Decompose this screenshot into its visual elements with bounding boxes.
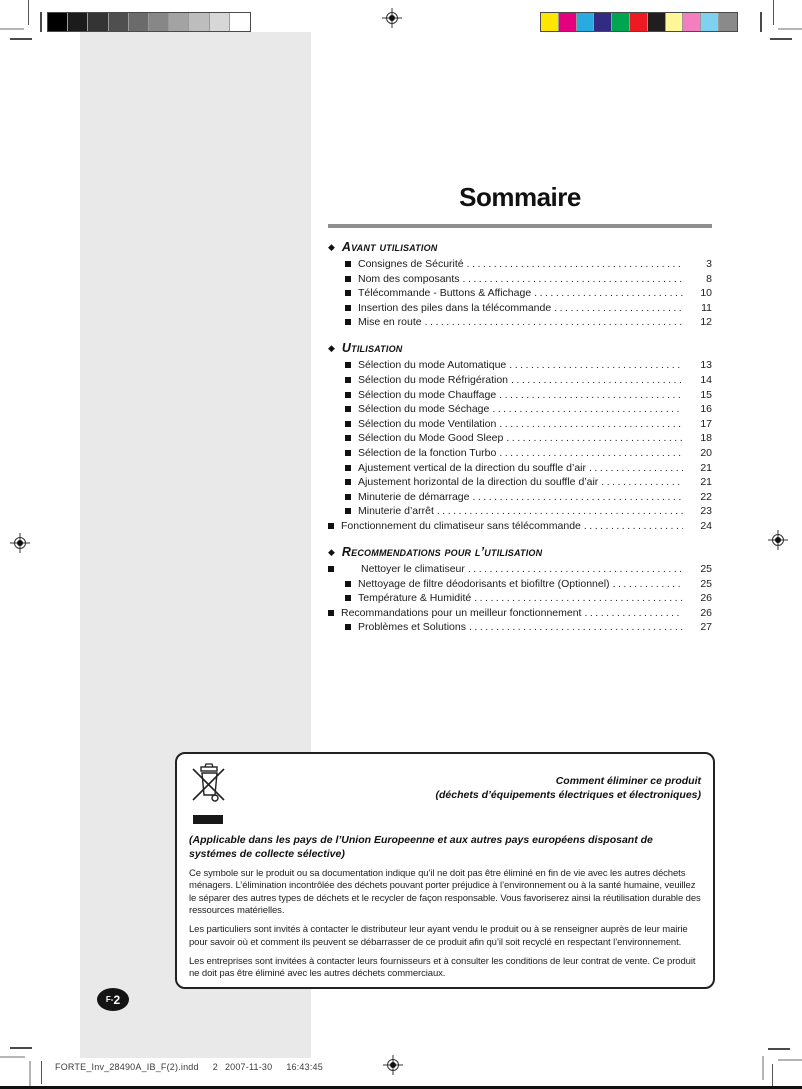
square-bullet-icon xyxy=(345,421,351,427)
diamond-bullet-icon: ◆ xyxy=(328,343,335,354)
crop-mark xyxy=(40,12,42,32)
toc-item-label: Sélection du mode Ventilation xyxy=(358,417,497,430)
toc-item-page: 21 xyxy=(700,476,712,489)
crop-mark xyxy=(778,28,802,30)
toc-item-label: Nom des composants xyxy=(358,272,460,285)
toc-row[interactable] xyxy=(328,390,712,401)
toc-item-label: Température & Humidité xyxy=(358,592,472,605)
dot-leader xyxy=(584,521,683,532)
registration-mark-icon xyxy=(10,533,30,553)
footer-date: 2007-11-30 xyxy=(224,1062,273,1072)
section-items xyxy=(328,564,712,633)
dot-leader xyxy=(467,259,683,270)
crop-mark xyxy=(762,1056,764,1080)
print-footer xyxy=(55,1062,323,1072)
calibration-swatch xyxy=(189,13,209,31)
square-bullet-icon xyxy=(345,377,351,383)
toc-item-label: Problèmes et Solutions xyxy=(358,621,466,634)
square-bullet-icon xyxy=(345,624,351,630)
toc-item-page: 12 xyxy=(700,316,712,329)
toc-item-label: Télécommande - Buttons & Affichage xyxy=(358,287,532,300)
section-heading xyxy=(328,240,712,254)
weee-paragraph: Les particuliers sont invités à contacter le distributeur leur ayant vendu le produit ou à se renseigner auprès de leur mairie pour savoir où et comment ils peuvent se débarrasser de ce produit afin qu’il soit recyclé en respectant l’environnement. xyxy=(189,924,688,948)
registration-mark-icon xyxy=(768,530,788,550)
crop-mark xyxy=(10,1047,32,1049)
crop-mark xyxy=(770,38,792,40)
toc-item-label: Fonctionnement du climatiseur sans télécommande xyxy=(341,519,581,532)
page-badge-prefix: F- xyxy=(105,995,114,1004)
square-bullet-icon xyxy=(345,290,351,296)
toc-row[interactable] xyxy=(328,564,712,575)
toc-row[interactable] xyxy=(328,477,712,488)
toc-item-label: Sélection du mode Chauffage xyxy=(358,388,497,401)
toc-item-page: 24 xyxy=(700,519,712,532)
dot-leader xyxy=(554,303,683,314)
toc-item-label: Nettoyage de filtre déodorisants et biofiltre (Optionnel) xyxy=(358,577,610,590)
toc-row[interactable] xyxy=(328,317,712,328)
title-rule xyxy=(328,224,712,228)
toc-item-page: 11 xyxy=(701,301,712,314)
weee-paragraph: Ce symbole sur le produit ou sa documentation indique qu’il ne doit pas être éliminé en fin de vie avec les autres déchets ménagers. L’élimination incontrôlée des déchets pouvant porter préjudice à l’environnement ou à la santé humaine, veuillez le séparer des autres types de déchets et le recycler de façon responsable. Vous favoriserez ainsi la réutilisation durable des ressources matérielles. xyxy=(189,867,701,916)
toc-item-label: Ajustement vertical de la direction du souffle d’air xyxy=(358,461,587,474)
toc-row[interactable] xyxy=(328,259,712,270)
dot-leader xyxy=(469,622,683,633)
toc-item-label: Sélection du Mode Good Sleep xyxy=(358,432,504,445)
crop-mark xyxy=(768,1048,790,1050)
toc-row[interactable] xyxy=(328,608,712,619)
toc-item-label: Nettoyer le climatiseur xyxy=(361,562,465,575)
square-bullet-icon xyxy=(345,581,351,587)
calibration-swatch xyxy=(719,13,737,31)
dot-leader xyxy=(511,375,683,386)
dot-leader xyxy=(509,360,683,371)
toc-row[interactable] xyxy=(328,463,712,474)
calibration-swatch xyxy=(149,13,169,31)
crop-mark xyxy=(0,28,24,30)
toc-item-label: Consignes de Sécurité xyxy=(358,258,464,270)
weee-header xyxy=(189,762,701,824)
toc-item-page: 21 xyxy=(700,461,712,474)
toc-row[interactable] xyxy=(328,593,712,604)
toc-item-page: 18 xyxy=(700,432,712,445)
toc-item-page: 3 xyxy=(706,258,712,270)
toc-item-label: Ajustement horizontal de la direction du souffle d’air xyxy=(358,476,599,489)
weee-notice-box xyxy=(175,752,715,989)
toc-row[interactable] xyxy=(328,419,712,430)
section-heading-label: Utilisation xyxy=(341,341,403,356)
crop-mark xyxy=(28,0,29,25)
dot-leader xyxy=(589,463,683,474)
toc-row[interactable] xyxy=(328,360,712,371)
weee-paragraphs xyxy=(189,868,701,981)
toc-item-page: 8 xyxy=(706,272,712,285)
square-bullet-icon xyxy=(345,595,351,601)
dot-leader xyxy=(534,288,683,299)
toc-item-page: 27 xyxy=(700,621,712,634)
square-bullet-icon xyxy=(345,392,351,398)
dot-leader xyxy=(468,564,683,575)
section-heading-label: Recommendations pour l’utilisation xyxy=(341,544,543,559)
toc-item-page: 22 xyxy=(700,490,712,503)
weee-title-line1: Comment éliminer ce produit xyxy=(555,775,701,787)
toc-section xyxy=(328,545,712,633)
crossed-out-wheeled-bin-icon xyxy=(191,762,227,804)
calibration-swatch xyxy=(648,13,666,31)
toc-item-page: 26 xyxy=(700,606,712,619)
toc-item-label: Insertion des piles dans la télécommande xyxy=(358,301,552,314)
crop-mark xyxy=(778,1059,802,1061)
square-bullet-icon xyxy=(345,508,351,514)
toc-item-page: 23 xyxy=(700,505,712,518)
toc-item-page: 20 xyxy=(700,446,712,459)
dot-leader xyxy=(437,506,683,517)
dot-leader xyxy=(499,390,683,401)
calibration-swatch xyxy=(169,13,189,31)
dot-leader xyxy=(474,593,683,604)
square-bullet-icon xyxy=(345,435,351,441)
toc-row[interactable] xyxy=(328,274,712,285)
calibration-swatch xyxy=(68,13,88,31)
dot-leader xyxy=(463,274,683,285)
toc-row[interactable] xyxy=(328,521,712,532)
toc-row[interactable] xyxy=(328,622,712,633)
crop-mark xyxy=(0,1056,25,1058)
toc-item-page: 13 xyxy=(700,359,712,372)
square-bullet-icon xyxy=(345,276,351,282)
square-bullet-icon xyxy=(328,610,334,616)
square-bullet-icon xyxy=(345,450,351,456)
dot-leader xyxy=(425,317,683,328)
footer-time: 16:43:45 xyxy=(286,1062,323,1072)
dot-leader xyxy=(506,433,683,444)
toc-row[interactable] xyxy=(328,404,712,415)
toc-item-page: 14 xyxy=(700,373,712,386)
toc-item-label: Sélection du mode Automatique xyxy=(358,359,507,372)
crop-mark xyxy=(41,1061,42,1084)
toc-item-label: Minuterie d’arrêt xyxy=(358,505,434,518)
toc-item-page: 25 xyxy=(700,577,712,590)
section-items xyxy=(328,360,712,532)
footer-filename: FORTE_Inv_28490A_IB_F(2).indd xyxy=(55,1062,199,1072)
dot-leader xyxy=(472,492,683,503)
square-bullet-icon xyxy=(345,479,351,485)
toc-item-label: Minuterie de démarrage xyxy=(358,490,470,503)
toc-section xyxy=(328,240,712,328)
square-bullet-icon xyxy=(345,305,351,311)
toc-item-page: 10 xyxy=(700,287,712,300)
calibration-swatch xyxy=(109,13,129,31)
toc-row[interactable] xyxy=(328,433,712,444)
calibration-swatch xyxy=(210,13,230,31)
registration-mark-icon xyxy=(383,1055,403,1075)
dot-leader xyxy=(499,419,683,430)
square-bullet-icon xyxy=(328,523,334,529)
toc-row[interactable] xyxy=(328,506,712,517)
calibration-swatch xyxy=(630,13,648,31)
weee-title-block xyxy=(436,762,702,824)
square-bullet-icon xyxy=(345,319,351,325)
calibration-swatch xyxy=(559,13,577,31)
calibration-swatch xyxy=(594,13,612,31)
weee-paragraph: Les entreprises sont invitées à contacter leurs fournisseurs et à consulter les conditions de leur contrat de vente. Ce produit ne doit pas être éliminé avec les autres déchets commerciaux. xyxy=(189,955,696,979)
calibration-swatch xyxy=(230,13,250,31)
grayscale-calibration-bar xyxy=(47,12,251,32)
toc-item-page: 26 xyxy=(700,592,712,605)
square-bullet-icon xyxy=(345,494,351,500)
toc-item-page: 17 xyxy=(700,417,712,430)
square-bullet-icon xyxy=(328,566,334,572)
calibration-swatch xyxy=(48,13,68,31)
square-bullet-icon xyxy=(345,261,351,267)
toc-row[interactable] xyxy=(328,492,712,503)
calibration-swatch xyxy=(612,13,630,31)
toc-row[interactable] xyxy=(328,448,712,459)
toc-row[interactable] xyxy=(328,375,712,386)
calibration-swatch xyxy=(88,13,108,31)
toc-item-label: Sélection du mode Réfrigération xyxy=(358,373,509,386)
page-badge-number: 2 xyxy=(113,992,121,1007)
calibration-swatch xyxy=(541,13,559,31)
page-title: Sommaire xyxy=(459,182,581,212)
weee-icon-column xyxy=(189,762,235,824)
dot-leader xyxy=(584,608,683,619)
square-bullet-icon xyxy=(345,465,351,471)
toc-row[interactable] xyxy=(328,288,712,299)
toc-section xyxy=(328,341,712,532)
toc-row[interactable] xyxy=(328,579,712,590)
square-bullet-icon xyxy=(345,406,351,412)
section-heading-label: Avant utilisation xyxy=(341,240,438,254)
toc-sections xyxy=(328,240,712,633)
weee-black-bar xyxy=(193,815,223,824)
calibration-swatch xyxy=(129,13,149,31)
toc-item-label: Mise en route xyxy=(358,316,422,329)
toc-item-page: 15 xyxy=(700,388,712,401)
toc-item-label: Sélection du mode Séchage xyxy=(358,403,490,416)
section-items xyxy=(328,259,712,328)
calibration-swatch xyxy=(666,13,684,31)
toc-item-page: 25 xyxy=(700,562,712,575)
crop-mark xyxy=(10,38,32,40)
table-of-contents xyxy=(328,182,712,637)
crop-mark xyxy=(760,12,762,32)
weee-title-line2: (déchets d’équipements électriques et électroniques) xyxy=(435,789,701,801)
page-number-badge xyxy=(97,988,129,1011)
dot-leader xyxy=(601,477,683,488)
square-bullet-icon xyxy=(345,362,351,368)
diamond-bullet-icon: ◆ xyxy=(328,546,335,557)
calibration-swatch xyxy=(701,13,719,31)
crop-mark xyxy=(773,0,774,25)
dot-leader xyxy=(492,404,683,415)
dot-leader xyxy=(499,448,683,459)
toc-row[interactable] xyxy=(328,303,712,314)
diamond-bullet-icon: ◆ xyxy=(328,242,335,252)
toc-item-label: Sélection de la fonction Turbo xyxy=(358,446,497,459)
toc-item-label: Recommandations pour un meilleur fonctionnement xyxy=(341,606,582,619)
color-calibration-bar xyxy=(540,12,738,32)
toc-item-page: 16 xyxy=(700,403,712,416)
footer-page-number: 2 xyxy=(212,1062,218,1072)
section-heading xyxy=(328,545,712,559)
weee-applicability-note: (Applicable dans les pays de l’Union Europeenne et aux autres pays européens disposant de systémes de collecte sélective) xyxy=(189,834,653,860)
dot-leader xyxy=(613,579,683,590)
crop-mark xyxy=(29,1061,31,1089)
calibration-swatch xyxy=(577,13,595,31)
section-heading xyxy=(328,341,712,355)
registration-mark-icon xyxy=(382,8,402,28)
calibration-swatch xyxy=(683,13,701,31)
